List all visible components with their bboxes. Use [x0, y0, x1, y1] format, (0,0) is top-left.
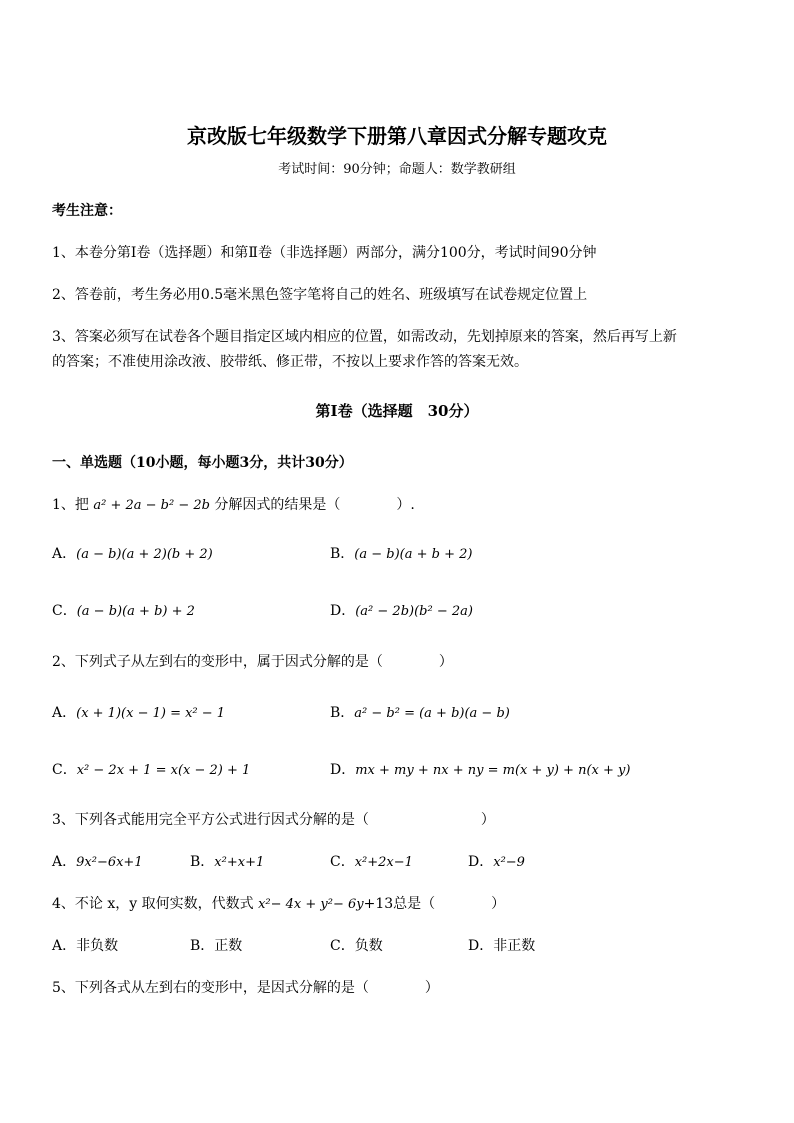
notice-item-3-cont: 的答案；不准使用涂改液、胶带纸、修正带，不按以上要求作答的答案无效。 [52, 354, 528, 370]
page-title: 京改版七年级数学下册第八章因式分解专题攻克 [187, 124, 607, 148]
exam-info: 考试时间：90分钟；命题人：数学教研组 [278, 162, 516, 177]
question-1-expression: a² + 2a − b² − 2b [93, 498, 210, 513]
q3-option-a[interactable]: A．9x²−6x+1 [52, 854, 143, 870]
q1-option-a[interactable]: A．(a − b)(a + 2)(b + 2) [52, 546, 213, 562]
q1-option-b[interactable]: B．(a − b)(a + b + 2) [330, 546, 473, 562]
notice-heading: 考生注意： [52, 203, 122, 219]
q4-option-d[interactable]: D．非正数 [468, 938, 536, 954]
part-heading: 一、单选题（10小题，每小题3分，共计30分） [52, 455, 353, 471]
q4-option-b[interactable]: B．正数 [190, 938, 243, 954]
notice-item-1: 1、本卷分第Ⅰ卷（选择题）和第Ⅱ卷（非选择题）两部分，满分100分，考试时间90分钟 [52, 245, 597, 261]
question-4-expression: x²− 4x + y²− 6y [258, 897, 364, 912]
question-3-stem: 3、下列各式能用完全平方公式进行因式分解的是（ ） [52, 812, 495, 828]
q2-option-a[interactable]: A．(x + 1)(x − 1) = x² − 1 [52, 705, 226, 721]
question-1-stem: 1、把 a² + 2a − b² − 2b 分解因式的结果是（ ）. [52, 497, 415, 513]
q3-option-c[interactable]: C．x²+2x−1 [330, 854, 413, 870]
question-4-stem: 4、不论 x，y 取何实数，代数式 x²− 4x + y²− 6y+13总是（ ） [52, 896, 506, 912]
q4-option-c[interactable]: C．负数 [330, 938, 383, 954]
q1-option-c[interactable]: C．(a − b)(a + b) + 2 [52, 603, 195, 619]
q2-option-b[interactable]: B．a² − b² = (a + b)(a − b) [330, 705, 510, 721]
q2-option-c[interactable]: C．x² − 2x + 1 = x(x − 2) + 1 [52, 762, 251, 778]
question-2-stem: 2、下列式子从左到右的变形中，属于因式分解的是（ ） [52, 654, 453, 670]
section-title: 第Ⅰ卷（选择题 30分） [315, 402, 479, 420]
question-5-stem: 5、下列各式从左到右的变形中，是因式分解的是（ ） [52, 980, 439, 996]
q3-option-b[interactable]: B．x²+x+1 [190, 854, 265, 870]
q4-option-a[interactable]: A．非负数 [52, 938, 119, 954]
q1-option-d[interactable]: D．(a² − 2b)(b² − 2a) [330, 603, 473, 619]
notice-item-3: 3、答案必须写在试卷各个题目指定区域内相应的位置，如需改动，先划掉原来的答案，然后再写上新 [52, 329, 677, 345]
q2-option-d[interactable]: D．mx + my + nx + ny = m(x + y) + n(x + y) [330, 762, 631, 778]
q3-option-d[interactable]: D．x²−9 [468, 854, 525, 870]
notice-item-2: 2、答卷前，考生务必用0.5毫米黑色签字笔将自己的姓名、班级填写在试卷规定位置上 [52, 287, 588, 303]
